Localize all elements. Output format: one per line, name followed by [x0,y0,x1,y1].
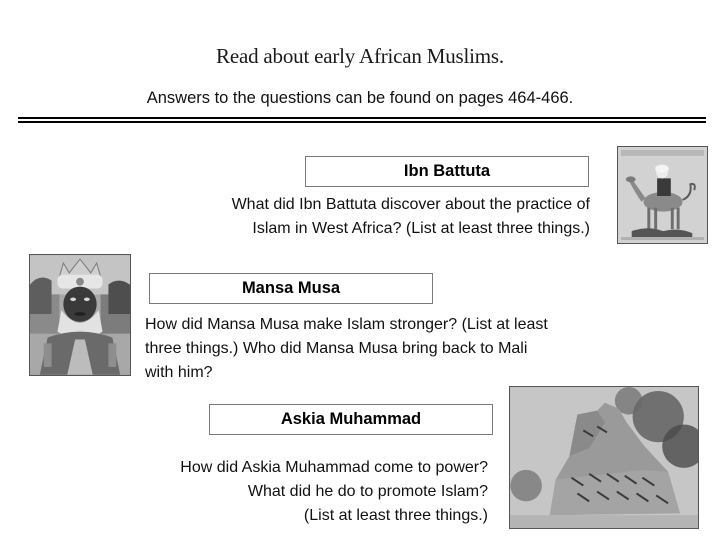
ibn-battuta-heading-box [305,156,589,187]
camel-rider-illustration-icon [618,147,707,243]
mud-brick-tomb-photo-icon [510,387,698,528]
askia-muhammad-image [509,386,699,529]
mansa-musa-heading-box [149,273,433,304]
page-title: Read about early African Muslims. [216,44,504,68]
mansa-musa-image [29,254,131,376]
askia-muhammad-heading-box [209,404,493,435]
askia-muhammad-question: How did Askia Muhammad come to power? What did he do to promote Islam? (List at least three things.) [180,459,488,524]
divider-line-bottom [18,121,706,123]
ibn-battuta-image [617,146,708,244]
ibn-battuta-question: What did Ibn Battuta discover about the practice of Islam in West Africa? (List at least three things.) [231,196,590,237]
askia-muhammad-heading: Askia Muhammad [280,410,422,428]
ibn-battuta-heading: Ibn Battuta [403,162,491,180]
crowned-king-portrait-icon [30,255,130,375]
mansa-musa-heading: Mansa Musa [241,279,341,297]
page-subtitle: Answers to the questions can be found on pages 464-466. [146,89,574,107]
mansa-musa-question: How did Mansa Musa make Islam stronger? (List at least three things.) Who did Mansa Musa bring back to Mali with him? [145,316,548,381]
divider-line-top [18,117,706,119]
